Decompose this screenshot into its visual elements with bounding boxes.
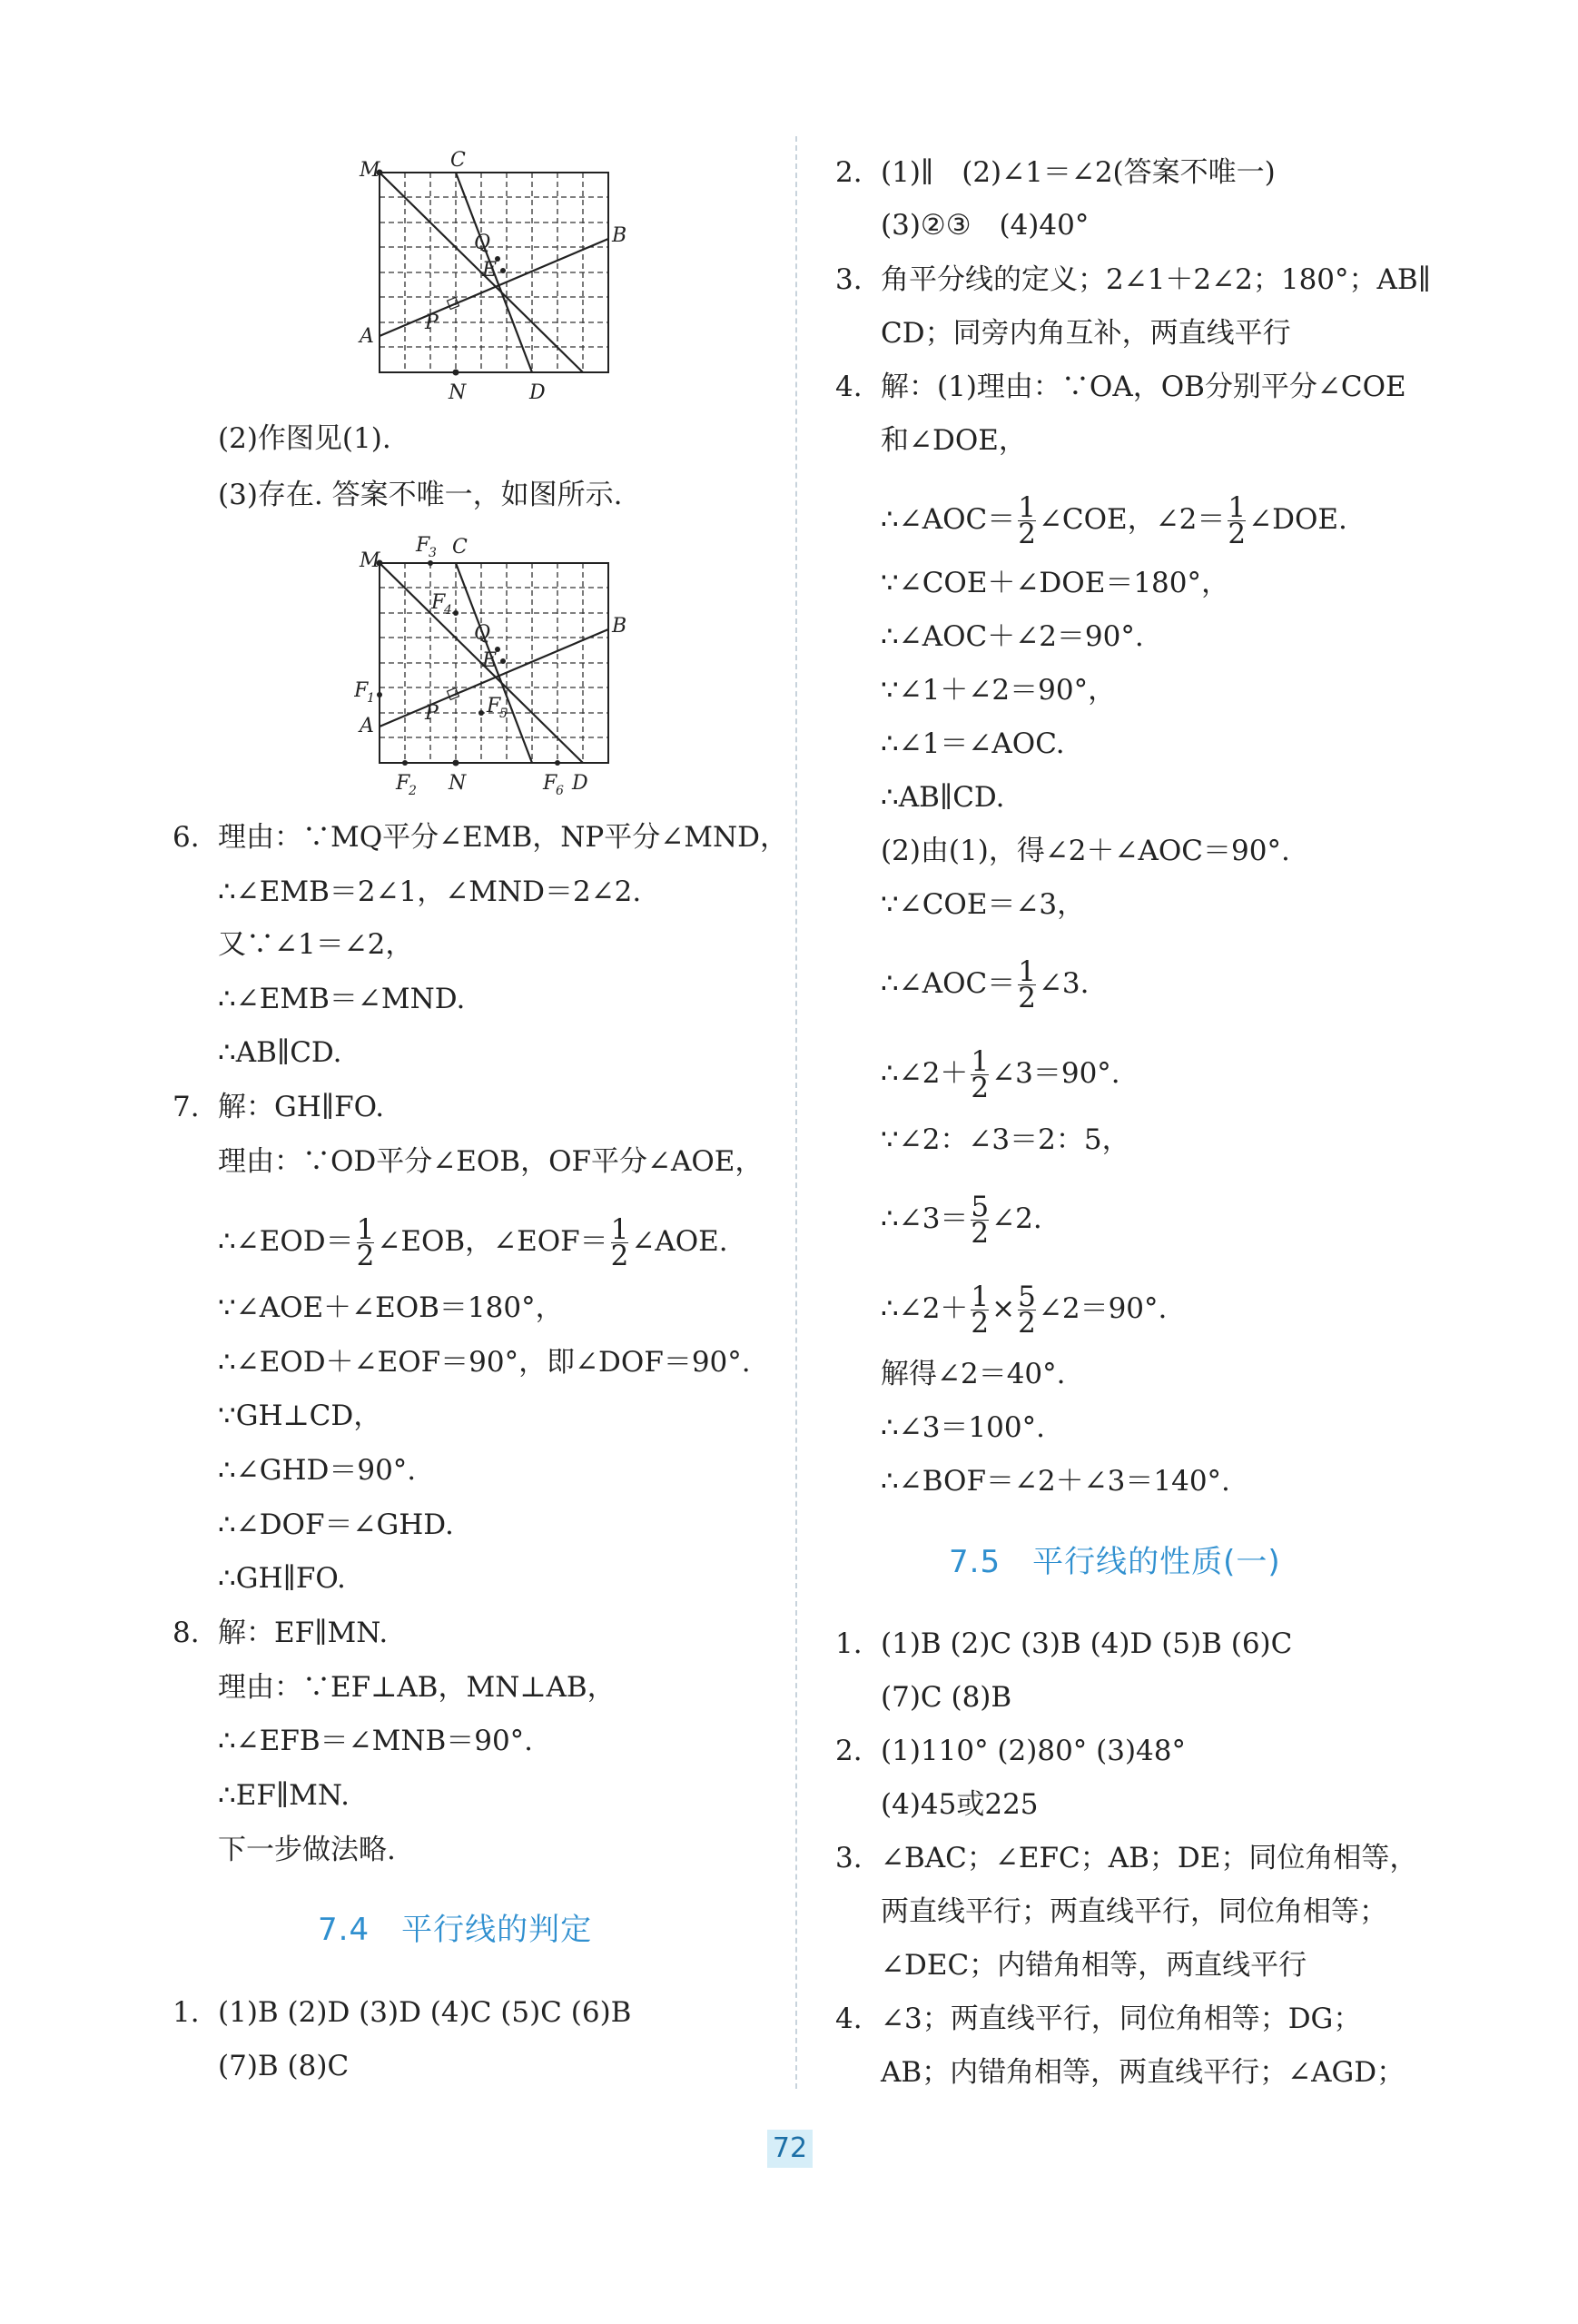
q4-number: 4. bbox=[835, 371, 863, 403]
q4-angle2-plus: ∴∠2＋ bbox=[881, 1057, 969, 1090]
q4-line-2: 和∠DOE， bbox=[881, 424, 1027, 457]
fraction-num: 1 bbox=[610, 1213, 629, 1246]
line-3-exists: (3)存在. 答案不唯一，如图所示. bbox=[218, 479, 623, 511]
left-column bbox=[173, 0, 788, 2116]
q4-line-4: ∵∠COE＋∠DOE＝180°， bbox=[881, 567, 1230, 599]
q4-line-10: ∵∠COE＝∠3， bbox=[881, 888, 1086, 921]
q4-line-14 bbox=[881, 1191, 1042, 1250]
label-N: N bbox=[449, 772, 467, 795]
q4-sum-suffix: ∠2＝90°. bbox=[1038, 1292, 1168, 1325]
grid-figure-1-svg bbox=[354, 150, 626, 413]
q2-number: 2. bbox=[835, 156, 863, 189]
q4-line-1: 解：(1)理由：∵OA，OB分别平分∠COE bbox=[881, 371, 1406, 403]
q8-line-3: ∴∠EFB＝∠MNB＝90°. bbox=[218, 1725, 534, 1757]
fraction-half bbox=[971, 1045, 990, 1104]
q4-line-8: ∴AB∥CD. bbox=[881, 781, 1005, 814]
s75-q4-line-2: AB；内错角相等，两直线平行；∠AGD； bbox=[881, 2056, 1405, 2089]
q4-line-9: (2)由(1)，得∠2＋∠AOC＝90°. bbox=[881, 835, 1290, 867]
q4-doe-suffix: ∠DOE. bbox=[1248, 503, 1347, 536]
line-2-drawing: (2)作图见(1). bbox=[218, 422, 391, 455]
q4-line-7: ∴∠1＝∠AOC. bbox=[881, 727, 1065, 760]
q4-line-17: ∴∠3＝100°. bbox=[881, 1411, 1045, 1444]
label-E: E bbox=[482, 259, 498, 282]
label-F5: F bbox=[487, 695, 501, 717]
fraction-den: 2 bbox=[610, 1240, 629, 1272]
q4-angle2-suffix: ∠2. bbox=[991, 1202, 1042, 1235]
q7-aoe-suffix: ∠AOE. bbox=[631, 1225, 728, 1258]
fraction-den: 2 bbox=[1018, 518, 1036, 550]
label-F1-sub: 1 bbox=[367, 691, 375, 706]
q8-line-4: ∴EF∥MN. bbox=[218, 1779, 350, 1812]
fraction-den: 2 bbox=[356, 1240, 375, 1272]
fraction-half bbox=[1018, 491, 1036, 550]
fraction-num: 1 bbox=[971, 1045, 990, 1078]
label-P: P bbox=[425, 702, 439, 725]
s75-q2-number: 2. bbox=[835, 1735, 863, 1767]
column-divider bbox=[795, 136, 797, 2089]
s74-q1-number: 1. bbox=[173, 1996, 200, 2029]
q4-angle3-prefix: ∴∠3＝ bbox=[881, 1202, 969, 1235]
q4-sum-prefix: ∴∠2＋ bbox=[881, 1292, 969, 1325]
fraction-half bbox=[1228, 491, 1247, 550]
label-B: B bbox=[612, 224, 626, 247]
q7-line-6: ∵GH⊥CD， bbox=[218, 1399, 382, 1432]
q4-angle3-eq: ∠3＝90°. bbox=[991, 1057, 1120, 1090]
q4-line-18: ∴∠BOF＝∠2＋∠3＝140°. bbox=[881, 1465, 1230, 1498]
q7-line-2: 理由：∵OD平分∠EOB，OF平分∠AOE， bbox=[218, 1145, 764, 1178]
q2-line-1: (1)∥ (2)∠1＝∠2(答案不唯一) bbox=[881, 156, 1276, 189]
label-M: M bbox=[360, 549, 380, 572]
s75-q3-line-3: ∠DEC；内错角相等，两直线平行 bbox=[881, 1949, 1307, 1982]
label-M: M bbox=[360, 159, 380, 182]
q3-line-2: CD；同旁内角互补，两直线平行 bbox=[881, 317, 1291, 350]
q7-line-5: ∴∠EOD＋∠EOF＝90°，即∠DOF＝90°. bbox=[218, 1346, 751, 1379]
q7-eod-prefix: ∴∠EOD＝ bbox=[218, 1225, 354, 1258]
q8-number: 8. bbox=[173, 1617, 200, 1649]
label-F4-sub: 4 bbox=[444, 603, 452, 618]
fraction-half bbox=[971, 1281, 990, 1340]
label-F5-sub: 5 bbox=[499, 707, 508, 721]
label-P: P bbox=[425, 312, 439, 334]
fraction-num: 1 bbox=[1018, 955, 1036, 988]
fraction-five-halves bbox=[1018, 1281, 1036, 1340]
label-D: D bbox=[529, 381, 546, 404]
fraction-num: 1 bbox=[356, 1213, 375, 1246]
page-number: 72 bbox=[767, 2130, 813, 2168]
right-column bbox=[835, 0, 1453, 2116]
q7-line-7: ∴∠GHD＝90°. bbox=[218, 1454, 417, 1487]
q7-line-1: 解：GH∥FO. bbox=[218, 1091, 385, 1123]
label-F1: F bbox=[354, 679, 369, 702]
q4-aoc-eq: ∴∠AOC＝ bbox=[881, 967, 1016, 1000]
fraction-num: 5 bbox=[971, 1191, 990, 1223]
q6-line-2: ∴∠EMB＝2∠1，∠MND＝2∠2. bbox=[218, 875, 642, 908]
fraction-den: 2 bbox=[1018, 1307, 1036, 1340]
label-E: E bbox=[482, 649, 498, 672]
fraction-half bbox=[1018, 955, 1036, 1014]
q7-line-3 bbox=[218, 1213, 728, 1272]
s75-q3-number: 3. bbox=[835, 1842, 863, 1874]
q7-line-4: ∵∠AOE＋∠EOB＝180°， bbox=[218, 1291, 564, 1324]
q7-number: 7. bbox=[173, 1091, 200, 1123]
fraction-half bbox=[610, 1213, 629, 1272]
fraction-den: 2 bbox=[971, 1072, 990, 1104]
q3-number: 3. bbox=[835, 263, 863, 296]
q4-line-3 bbox=[881, 491, 1347, 550]
q7-line-9: ∴GH∥FO. bbox=[218, 1562, 346, 1595]
q4-line-11 bbox=[881, 955, 1090, 1014]
fraction-den: 2 bbox=[1018, 982, 1036, 1014]
s75-q1-line-2: (7)C (8)B bbox=[881, 1681, 1012, 1714]
label-A: A bbox=[360, 715, 374, 737]
s75-q3-line-1: ∠BAC；∠EFC；AB；DE；同位角相等， bbox=[881, 1842, 1418, 1874]
q4-line-6: ∵∠1＋∠2＝90°， bbox=[881, 674, 1117, 707]
label-F6-sub: 6 bbox=[556, 784, 564, 798]
grid-figure-1 bbox=[354, 150, 626, 413]
s75-q1-line-1: (1)B (2)C (3)B (4)D (5)B (6)C bbox=[881, 1627, 1293, 1660]
fraction-num: 5 bbox=[1018, 1281, 1036, 1313]
label-A: A bbox=[360, 325, 374, 348]
q4-times: × bbox=[991, 1292, 1016, 1325]
q4-coe-mid: ∠COE，∠2＝ bbox=[1038, 503, 1226, 536]
s75-q4-line-1: ∠3；两直线平行，同位角相等；DG； bbox=[881, 2003, 1362, 2035]
s74-q1-line-2: (7)B (8)C bbox=[218, 2050, 350, 2082]
label-D: D bbox=[572, 772, 588, 795]
q4-angle3: ∠3. bbox=[1038, 967, 1090, 1000]
q6-line-5: ∴AB∥CD. bbox=[218, 1036, 342, 1069]
label-Q: Q bbox=[474, 232, 491, 254]
label-F2: F bbox=[396, 772, 410, 795]
q7-line-8: ∴∠DOF＝∠GHD. bbox=[218, 1508, 454, 1541]
fraction-den: 2 bbox=[971, 1217, 990, 1250]
q6-line-4: ∴∠EMB＝∠MND. bbox=[218, 983, 466, 1015]
label-C: C bbox=[450, 150, 466, 172]
s75-q2-line-2: (4)45或225 bbox=[881, 1788, 1039, 1821]
s75-q2-line-1: (1)110° (2)80° (3)48° bbox=[881, 1735, 1187, 1767]
fraction-num: 1 bbox=[1228, 491, 1247, 524]
fraction-num: 1 bbox=[971, 1281, 990, 1313]
label-F3: F bbox=[416, 534, 430, 557]
s74-q1-line-1: (1)B (2)D (3)D (4)C (5)C (6)B bbox=[218, 1996, 632, 2029]
q4-line-13: ∵∠2：∠3＝2：5， bbox=[881, 1123, 1130, 1156]
q4-line-16: 解得∠2＝40°. bbox=[881, 1358, 1066, 1390]
q3-line-1: 角平分线的定义；2∠1＋2∠2；180°；AB∥ bbox=[881, 263, 1431, 296]
q8-line-2: 理由：∵EF⊥AB，MN⊥AB， bbox=[218, 1671, 616, 1704]
fraction-five-halves bbox=[971, 1191, 990, 1250]
q4-line-15 bbox=[881, 1281, 1168, 1340]
label-F4: F bbox=[431, 591, 446, 614]
q6-line-3: 又∵∠1＝∠2， bbox=[218, 928, 414, 961]
s75-q4-number: 4. bbox=[835, 2003, 863, 2035]
fraction-den: 2 bbox=[971, 1307, 990, 1340]
fraction-num: 1 bbox=[1018, 491, 1036, 524]
q6-number: 6. bbox=[173, 821, 200, 854]
label-Q: Q bbox=[474, 622, 491, 645]
q4-line-5: ∴∠AOC＋∠2＝90°. bbox=[881, 620, 1144, 653]
label-F3-sub: 3 bbox=[429, 546, 437, 560]
s75-q3-line-2: 两直线平行；两直线平行，同位角相等； bbox=[881, 1895, 1387, 1928]
label-F6: F bbox=[543, 772, 557, 795]
section-title-7-5: 7.5 平行线的性质(一) bbox=[949, 1544, 1281, 1580]
grid-figure-2 bbox=[354, 531, 626, 804]
fraction-den: 2 bbox=[1228, 518, 1247, 550]
label-B: B bbox=[612, 615, 626, 638]
label-F2-sub: 2 bbox=[409, 784, 417, 798]
q4-aoc-prefix: ∴∠AOC＝ bbox=[881, 503, 1016, 536]
q8-line-5: 下一步做法略. bbox=[218, 1834, 396, 1866]
q7-eof-mid: ∠EOB，∠EOF＝ bbox=[377, 1225, 608, 1258]
q2-line-2: (3)②③ (4)40° bbox=[881, 209, 1090, 242]
q4-line-12 bbox=[881, 1045, 1120, 1104]
grid-figure-2-svg bbox=[354, 531, 626, 804]
q8-line-1: 解：EF∥MN. bbox=[218, 1617, 389, 1649]
label-N: N bbox=[449, 381, 467, 404]
fraction-half bbox=[356, 1213, 375, 1272]
label-C: C bbox=[452, 536, 468, 559]
section-title-7-4: 7.4 平行线的判定 bbox=[318, 1912, 593, 1948]
s75-q1-number: 1. bbox=[835, 1627, 863, 1660]
q6-line-1: 理由：∵MQ平分∠EMB，NP平分∠MND， bbox=[218, 821, 788, 854]
